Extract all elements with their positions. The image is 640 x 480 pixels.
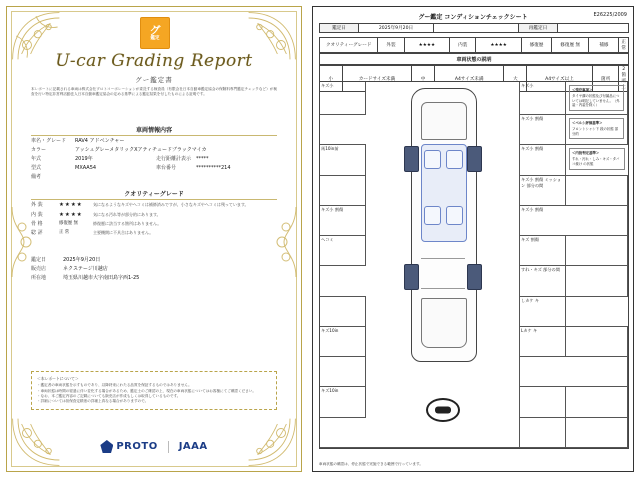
proto-logo <box>100 440 157 453</box>
car-trunk <box>421 298 467 348</box>
car-wheel <box>404 146 419 172</box>
meta-key: 修復歴 <box>522 38 552 53</box>
damage-note-cell <box>566 327 628 357</box>
field-label: 備考 <box>31 174 42 180</box>
field-value: ***** <box>196 156 209 162</box>
damage-cell[interactable] <box>320 357 366 387</box>
damage-note-cell <box>566 418 628 448</box>
damage-note-cell <box>566 236 628 266</box>
field-label: 車名・グレード <box>31 138 67 144</box>
car-seat <box>424 150 441 169</box>
field-value: 修復歴 無 <box>59 221 78 227</box>
vehicle-row-color <box>31 147 277 154</box>
quality-row-overall <box>31 230 277 237</box>
damage-cell[interactable] <box>320 418 366 448</box>
sheet-bottom-note: 車両状態の確認は、停止状態で実施できる範囲で行っています。 <box>319 462 423 466</box>
vehicle-row-year <box>31 156 277 163</box>
scale-value: 2箇所上 <box>619 66 629 92</box>
disclaimer-line: ・鑑定者の車両状態を示すものであり、以降将来にわたる品質を保証するものではありません。 <box>37 383 192 388</box>
seal-main-text: グ <box>149 23 161 37</box>
field-label: 外 装 <box>31 202 43 208</box>
quality-row-exterior <box>31 202 277 209</box>
note-body: タイヤ溝の状態及び付属品については明記していません。（外装・内装を除く） <box>572 93 620 108</box>
damage-note-cell <box>566 297 628 327</box>
dealer-info-section <box>31 257 277 284</box>
field-label: 鑑定日 <box>31 257 47 263</box>
field-note: 気になる汚れ等が部分的にあります。 <box>93 211 161 217</box>
field-label: 車台番号 <box>156 165 177 171</box>
star-rating: ★★★★ <box>59 211 83 218</box>
damage-cell[interactable] <box>320 266 366 296</box>
damage-cell[interactable] <box>520 387 566 417</box>
car-outline-icon <box>397 88 489 388</box>
sheet-title: グー鑑定 コンディションチェックシート <box>418 14 528 21</box>
car-seat <box>446 150 463 169</box>
scale-value: A4サイズ未満 <box>434 66 504 92</box>
damage-diagram-area <box>319 81 629 449</box>
description-title: 車両状態の説明 <box>319 53 629 65</box>
damage-cell[interactable]: キズ小 割傷 <box>320 206 366 236</box>
sheet-code: E26225/2009 <box>593 12 627 18</box>
damage-note-cell <box>566 82 628 115</box>
damage-cell[interactable]: すれ・キズ 部分の間 <box>520 266 566 296</box>
field-note: 修復歴に該当する箇所はありません。 <box>93 221 162 227</box>
note-body: すれ・汚れ・しみ・キズ・タバコ焼け の状態 <box>572 157 620 166</box>
meta-value: 修復歴 無 <box>551 38 589 53</box>
damage-cell[interactable] <box>320 176 366 206</box>
damage-cell[interactable] <box>520 357 566 387</box>
quality-row-interior <box>31 212 277 219</box>
disclaimer-line: ・なお、本ご鑑定内容のご記載についても販売店が作成もしくは取得しているものです。 <box>37 393 181 398</box>
footer-row-date <box>31 257 277 264</box>
damage-cell[interactable]: Lカケ キ <box>520 327 566 357</box>
disclaimer-line: ・車両状態は時間の経過に伴い変化する場合があるため、鑑定士のご確認の上、現在の車両状態についてはお客様にてご確認ください。 <box>37 388 256 393</box>
scale-value: A4サイズ以上 <box>527 66 593 92</box>
damage-cell[interactable] <box>320 297 366 327</box>
meta-key: 鑑定日 <box>320 24 359 33</box>
field-label: 走行距離計表示 <box>156 156 192 162</box>
field-note: 気になるようなキズやヘコミは補修済みですが、小さなキズやヘコミは残っています。 <box>93 202 249 207</box>
vehicle-section-title: 車両情報内容 <box>31 125 277 136</box>
legal-text: 本レポートに記載される車両は株式会社プロトコーポレーションが委託する検査員（有限会社日本自動車鑑定協会の保険料専門鑑定チェックなど）が検査を行い特定非営利活動法人日本自動車鑑定協会の定める基準による鑑定結果を付したものによる証明です。 <box>31 87 277 97</box>
quality-section-title: クオリティーグレード <box>31 189 277 200</box>
grading-report-card <box>6 6 302 472</box>
field-label: 所在地 <box>31 275 47 281</box>
meta-table-dates <box>319 23 629 33</box>
damage-cell[interactable]: ヘコミ <box>320 236 366 266</box>
car-wheel <box>404 264 419 290</box>
field-label: 型式 <box>31 165 42 171</box>
damage-note-cell <box>566 115 628 145</box>
scale-value: カードサイズ未満 <box>342 66 412 92</box>
damage-cell[interactable]: キズ小 割傷 <box>520 115 566 145</box>
damage-cell[interactable] <box>320 115 366 145</box>
meta-key: 再鑑定日 <box>519 24 558 33</box>
meta-table-grade <box>319 37 629 53</box>
vehicle-row-model <box>31 165 277 172</box>
damage-cell-grid <box>320 82 628 448</box>
field-value: アッシュグレーメタリックXアティチュードブラックマイカ <box>75 147 207 153</box>
meta-value: 2025年9月20日 <box>359 24 434 33</box>
steering-wheel-icon <box>426 398 460 422</box>
damage-cell[interactable]: キズ10in <box>320 387 366 417</box>
vehicle-row-remarks <box>31 174 277 181</box>
field-value: MXAA54 <box>75 165 97 171</box>
damage-cell[interactable]: キズ小 割傷 ミッション 部分の間 <box>520 176 566 206</box>
note-body: フロントシャシ下 段の状態 部分的 <box>572 126 619 136</box>
meta-key: 内装 <box>450 38 476 53</box>
disclaimer-title: ＜本レポートについて＞ <box>37 376 79 381</box>
vehicle-info-section <box>31 125 277 183</box>
proto-logo-text: PROTO <box>116 441 158 452</box>
meta-value: ★★★★ <box>404 38 450 53</box>
star-rating: ★★★★ <box>59 202 83 208</box>
note-box <box>569 118 624 139</box>
car-wheel <box>467 264 482 290</box>
disclaimer-line: ・詳細については担保査定精度の詳細上真なる場合がありますので。 <box>37 399 149 404</box>
damage-cell[interactable]: キズ小 <box>320 82 366 115</box>
condition-check-sheet <box>312 6 634 472</box>
car-wheel <box>467 146 482 172</box>
damage-cell[interactable]: キズ小 割傷 <box>520 145 566 175</box>
scale-key: 小 <box>320 66 343 92</box>
meta-value: ★★★★ <box>476 38 522 53</box>
note-box <box>569 148 625 169</box>
note-head: ＜内装判定基準＞ <box>572 151 600 156</box>
logo-row <box>7 440 301 453</box>
damage-note-cell <box>566 145 628 175</box>
car-seat <box>446 206 463 225</box>
scale-key: 大 <box>504 66 527 92</box>
jaaa-logo-text: JAAA <box>178 441 208 452</box>
field-label: 総 評 <box>31 230 43 237</box>
damage-note-cell <box>566 206 628 236</box>
field-value: RAV4 アドベンチャー <box>75 138 125 144</box>
damage-cell[interactable] <box>520 418 566 448</box>
meta-value <box>558 24 629 33</box>
car-diagram <box>366 82 520 448</box>
scale-key: 中 <box>412 66 435 92</box>
damage-note-cell <box>566 266 628 296</box>
field-value: **********214 <box>196 165 231 171</box>
pentagon-icon <box>100 440 113 453</box>
car-seat <box>424 206 441 225</box>
damage-cell[interactable]: しカケ キ <box>520 297 566 327</box>
footer-row-address <box>31 275 277 282</box>
seal-sub-text: 鑑定 <box>150 35 160 41</box>
damage-cell[interactable]: キズ10in <box>320 327 366 357</box>
damage-cell[interactable]: 馬10in前 <box>320 145 366 175</box>
note-head: ＜残存事項＞ <box>572 88 593 92</box>
field-label: 販売店 <box>31 266 47 272</box>
logo-divider <box>168 441 169 453</box>
goo-appraisal-seal <box>140 17 168 47</box>
quality-row-frame <box>31 221 277 228</box>
footer-row-shop <box>31 266 277 273</box>
note-box <box>569 85 624 111</box>
meta-key: クオリティーグレード <box>320 38 378 53</box>
meta-key: 外装 <box>378 38 404 53</box>
damage-note-cell <box>566 357 628 387</box>
quality-grade-section <box>31 189 277 239</box>
field-value: 2019年 <box>75 156 93 162</box>
damage-cell[interactable]: キズ 割傷 <box>520 236 566 266</box>
disclaimer-box <box>31 371 277 410</box>
car-hood <box>421 102 467 140</box>
meta-key: 補修 <box>589 38 619 53</box>
meta-value: 正常 <box>619 38 629 53</box>
field-note: 主要機関に不具合はありません。 <box>93 230 154 236</box>
field-label: カラー <box>31 147 47 153</box>
damage-note-cell <box>566 387 628 417</box>
field-label: 骨 格 <box>31 221 43 228</box>
field-value: 正 常 <box>59 230 70 236</box>
car-divider <box>421 288 465 289</box>
field-value: 埼玉県川越市大字南田島字西1-25 <box>63 275 140 281</box>
field-value: ネクステージ川越店 <box>63 266 108 272</box>
vehicle-row-name <box>31 138 277 145</box>
damage-note-cell <box>566 176 628 206</box>
damage-cell[interactable]: キズ小 割傷 <box>520 206 566 236</box>
scale-key: 箇所 <box>592 66 619 92</box>
page-subtitle: グー鑑定書 <box>135 76 173 84</box>
meta-blank <box>434 24 519 33</box>
damage-cell[interactable]: キズ小 <box>520 82 566 115</box>
field-value: 2025年9月20日 <box>63 257 101 263</box>
car-divider <box>421 258 465 259</box>
note-head: ＜ベルシ評価基準＞ <box>572 121 603 126</box>
field-label: 内 装 <box>31 211 43 218</box>
page-title: U-car Grading Report <box>55 51 253 71</box>
field-label: 年式 <box>31 156 42 162</box>
